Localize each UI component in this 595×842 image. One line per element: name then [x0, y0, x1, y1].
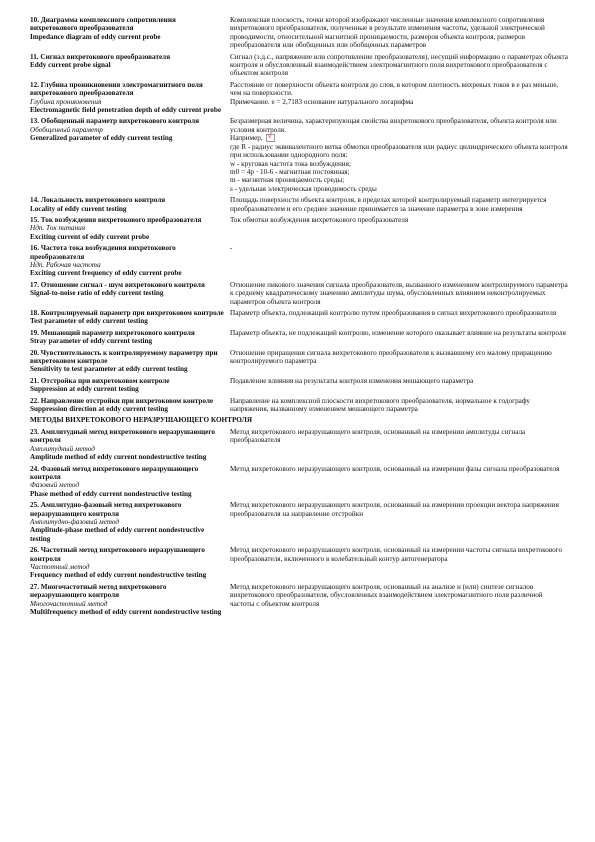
definition-column: [230, 81, 568, 115]
definition-note: s - удельная электрическая проводимость среды: [230, 184, 377, 193]
term-short: Обобщенный параметр: [30, 125, 103, 134]
term-deprecated: Ндп. Ток питания: [30, 224, 86, 233]
term-en: Suppression direction at eddy current testing: [30, 405, 168, 414]
term-ru: 21. Отстройка при вихретоковом контроле: [30, 376, 170, 385]
section-title: МЕТОДЫ ВИХРЕТОКОВОГО НЕРАЗРУШАЮЩЕГО КОНТРОЛЯ: [30, 416, 253, 425]
term-ru: 22. Направление отстройки при вихретоковом контроле: [30, 396, 214, 405]
definition-note: w - круговая частота тока возбуждения;: [230, 159, 351, 168]
term-en: Exciting current of eddy current probe: [30, 232, 150, 241]
term-column: [30, 244, 230, 278]
entry-13: [30, 117, 568, 193]
entry-row: [30, 329, 568, 346]
formula-line: [230, 134, 568, 142]
term-ru: 18. Контролируемый параметр при вихретоковом контроле: [30, 309, 224, 317]
term-short: Амплитудно-фазовый метод: [30, 517, 120, 526]
term-short: Частотный метод: [30, 562, 90, 571]
term-column: [30, 428, 230, 462]
entries-group-b: [30, 196, 568, 413]
definition-text: Площадь поверхности объекта контроля, в пределах которой контролируемый параметр интегрируется преобразователем и его среднее значение принимается за значение параметра в зоне измерения: [230, 196, 547, 213]
term-ru: 17. Отношение сигнал - шум вихретокового контроля: [30, 280, 205, 289]
document-page: [30, 16, 568, 619]
entry-row: [30, 583, 568, 617]
term-ru: 16. Частота тока возбуждения вихретокового преобразователя: [30, 244, 176, 261]
term-ru: 19. Мешающий параметр вихретокового контроля: [30, 328, 195, 337]
example-label: Например,: [230, 134, 263, 143]
term-column: [30, 329, 230, 346]
term-en: Suppression at eddy current testing: [30, 385, 139, 394]
definition-text: Метод вихретокового неразрушающего контроля, основанный на измерении частоты сигнала вихретокового преобразователя, включенного в колебательный контур автогенератора: [230, 546, 563, 563]
term-short: Глубина проникновения: [30, 97, 102, 106]
definition-text: Метод вихретокового неразрушающего контроля, основанный на измерении фазы сигнала преобразователя: [230, 464, 560, 473]
term-en: Eddy current probe signal: [30, 61, 111, 70]
definition-text: Расстояние от поверхности объекта контроля до слоя, в котором плотность вихревых токов в е раз меньше, чем на поверхности.: [230, 80, 559, 98]
entry-row: [30, 377, 568, 394]
term-column: [30, 216, 230, 241]
entry-row: [30, 465, 568, 499]
definition-text: Параметр объекта, не подлежащий контролю, изменение которого оказывает влияние на результаты контроля: [230, 328, 566, 337]
definition-text: Параметр объекта, подлежащий контролю путем преобразования в сигнал вихретокового преобразователя: [230, 309, 557, 317]
term-short: Многочастотный метод: [30, 599, 108, 608]
definition-column: [230, 244, 568, 278]
term-en: Signal-to-noise ratio of eddy current testing: [30, 289, 164, 298]
entry-row: [30, 216, 568, 241]
definition-column: [230, 117, 568, 193]
term-en: Amplitude-phase method of eddy current nondestructive testing: [30, 526, 205, 543]
term-ru: 27. Многочастотный метод вихретокового неразрушающего контроля: [30, 582, 167, 600]
term-en: Phase method of eddy current nondestructive testing: [30, 489, 192, 498]
term-short: Амплитудный метод: [30, 444, 95, 453]
entry-row: [30, 428, 568, 462]
term-column: [30, 501, 230, 543]
definition-text: Отношение приращения сигнала вихретокового преобразователя к вызвавшему его малому приращению контролируемого параметра: [230, 348, 552, 366]
entries-group-a: [30, 16, 568, 114]
entry-row: [30, 53, 568, 78]
term-deprecated: Ндп. Рабочая частота: [30, 260, 101, 269]
entry-row: [30, 501, 568, 543]
term-en: Frequency method of eddy current nondestructive testing: [30, 571, 207, 580]
definition-text: -: [230, 244, 233, 253]
term-ru: 11. Сигнал вихретокового преобразователя: [30, 52, 171, 61]
term-column: [30, 349, 230, 374]
broken-image-icon: [266, 134, 275, 142]
definition-text: Метод вихретокового неразрушающего контроля, основанный на анализе и (или) синтезе сигналов вихретокового преобразователя, обусловленных взаимодействием электромагнитного поля различной частоты с объектом контроля: [230, 582, 543, 608]
term-ru: 26. Частотный метод вихретокового неразрушающего контроля: [30, 546, 205, 563]
entry-row: [30, 196, 568, 213]
definition-text: Метод вихретокового неразрушающего контроля, основанный на измерении амплитуды сигнала преобразователя: [230, 427, 526, 445]
term-ru: 20. Чувствительность к контролируемому параметру при вихретоковом контроле: [30, 348, 218, 366]
entry-row: [30, 16, 568, 50]
definition-text: Метод вихретокового неразрушающего контроля, основанный на измерении проекции вектора напряжения преобразователя на направление отстройки: [230, 501, 559, 518]
term-en: Electromagnetic field penetration depth of eddy current probe: [30, 106, 222, 115]
definition-text: Отношение пикового значения сигнала преобразователя, вызванного изменением контролируемого параметра к среднему квадратическому значению амплитуды шума, обусловленных влиянием неконтролируемых параметров объекта контроля: [230, 280, 568, 306]
definition-column: [230, 377, 568, 394]
definition-text: Направление на комплексной плоскости вихретокового преобразователя, нормальное к годографу напряжения, вызванному изменением мешающего параметра: [230, 396, 530, 414]
entry-row: [30, 244, 568, 278]
term-en: Multifrequency method of eddy current nondestructive testing: [30, 608, 222, 616]
definition-note: где R - радиус эквивалентного витка обмотки преобразователя или радиус цилиндрического объекта контроля при использовании однородного поля:: [230, 142, 568, 160]
term-column: [30, 397, 230, 414]
definition-column: [230, 465, 568, 499]
term-en: Impedance diagram of eddy current probe: [30, 32, 161, 41]
term-column: [30, 377, 230, 394]
term-ru: 15. Ток возбуждения вихретокового преобразователя: [30, 215, 202, 224]
definition-text: Сигнал (э.д.с., напряжение или сопротивление преобразователя), несущий информацию о параметрах объекта контроля и обусловленный взаимодействием электромагнитного поля вихретокового преобразователя с объектом контроля: [230, 52, 568, 78]
term-ru: 24. Фазовый метод вихретокового неразрушающего контроля: [30, 464, 199, 481]
definition-column: [230, 53, 568, 78]
definition-column: [230, 216, 568, 241]
definition-column: [230, 16, 568, 50]
definition-column: [230, 397, 568, 414]
entry-row: [30, 546, 568, 580]
definition-text: Безразмерная величина, характеризующая свойства вихретокового преобразователя, объекта контроля или условия контроля.: [230, 117, 557, 134]
entry-row: [30, 397, 568, 414]
term-en: Locality of eddy current testing: [30, 204, 127, 213]
term-column: [30, 196, 230, 213]
term-column: [30, 81, 230, 115]
definition-column: [230, 349, 568, 374]
definition-column: [230, 196, 568, 213]
term-column: [30, 465, 230, 499]
definition-note: m0 = 4p · 10-6 - магнитная постоянная;: [230, 167, 350, 176]
definition-text: Примечание. е = 2,7183 основание натурального логарифма: [230, 97, 414, 106]
term-short: Фазовый метод: [30, 481, 80, 490]
entries-group-c: [30, 428, 568, 617]
entry-row: [30, 349, 568, 374]
term-en: Generalized parameter of eddy current testing: [30, 134, 173, 143]
definition-text: Ток обмотки возбуждения вихретокового преобразователя: [230, 215, 409, 224]
definition-column: [230, 546, 568, 580]
term-ru: 25. Амплитудно-фазовый метод вихретокового неразрушающего контроля: [30, 501, 182, 518]
definition-text: Подавление влияния на результаты контроля изменения мешающего параметра: [230, 376, 474, 385]
term-en: Sensitivity to test parameter at eddy current testing: [30, 365, 188, 374]
term-column: [30, 309, 230, 326]
definition-column: [230, 281, 568, 306]
term-column: [30, 281, 230, 306]
definition-column: [230, 583, 568, 617]
definition-column: [230, 329, 568, 346]
definition-note: m - магнитная проницаемость среды;: [230, 176, 345, 185]
term-en: Stray parameter of eddy current testing: [30, 337, 153, 346]
term-column: [30, 546, 230, 580]
definition-notes: [230, 143, 568, 193]
term-column: [30, 583, 230, 617]
term-ru: 13. Обобщенный параметр вихретокового контроля: [30, 117, 199, 126]
definition-column: [230, 428, 568, 462]
term-en: Test parameter of eddy current testing: [30, 317, 148, 326]
term-ru: 12. Глубина проникновения электромагнитного поля вихретокового преобразователя: [30, 80, 203, 98]
entry-row: [30, 281, 568, 306]
term-en: Exciting current frequency of eddy current probe: [30, 269, 182, 278]
term-column: [30, 16, 230, 50]
term-column: [30, 53, 230, 78]
term-column: [30, 117, 230, 193]
definition-column: [230, 309, 568, 326]
entry-row: [30, 81, 568, 115]
term-ru: 10. Диаграмма комплексного сопротивления вихретокового преобразователя: [30, 16, 176, 33]
entry-row: [30, 309, 568, 326]
term-en: Amplitude method of eddy current nondestructive testing: [30, 453, 207, 462]
definition-text: Комплексная плоскость, точки которой изображают численные значения комплексного сопротивления вихретокового преобразователя, полученные в результате изменения частоты, удельной электрической проводимости, относительной магнитной проницаемости, размеров объекта контроля, размеров преобразователя или обобщенных или обобщенных параметров: [230, 16, 545, 50]
term-ru: 14. Локальность вихретокового контроля: [30, 196, 166, 205]
term-ru: 23. Амплитудный метод вихретокового неразрушающего контроля: [30, 427, 216, 445]
definition-column: [230, 501, 568, 543]
